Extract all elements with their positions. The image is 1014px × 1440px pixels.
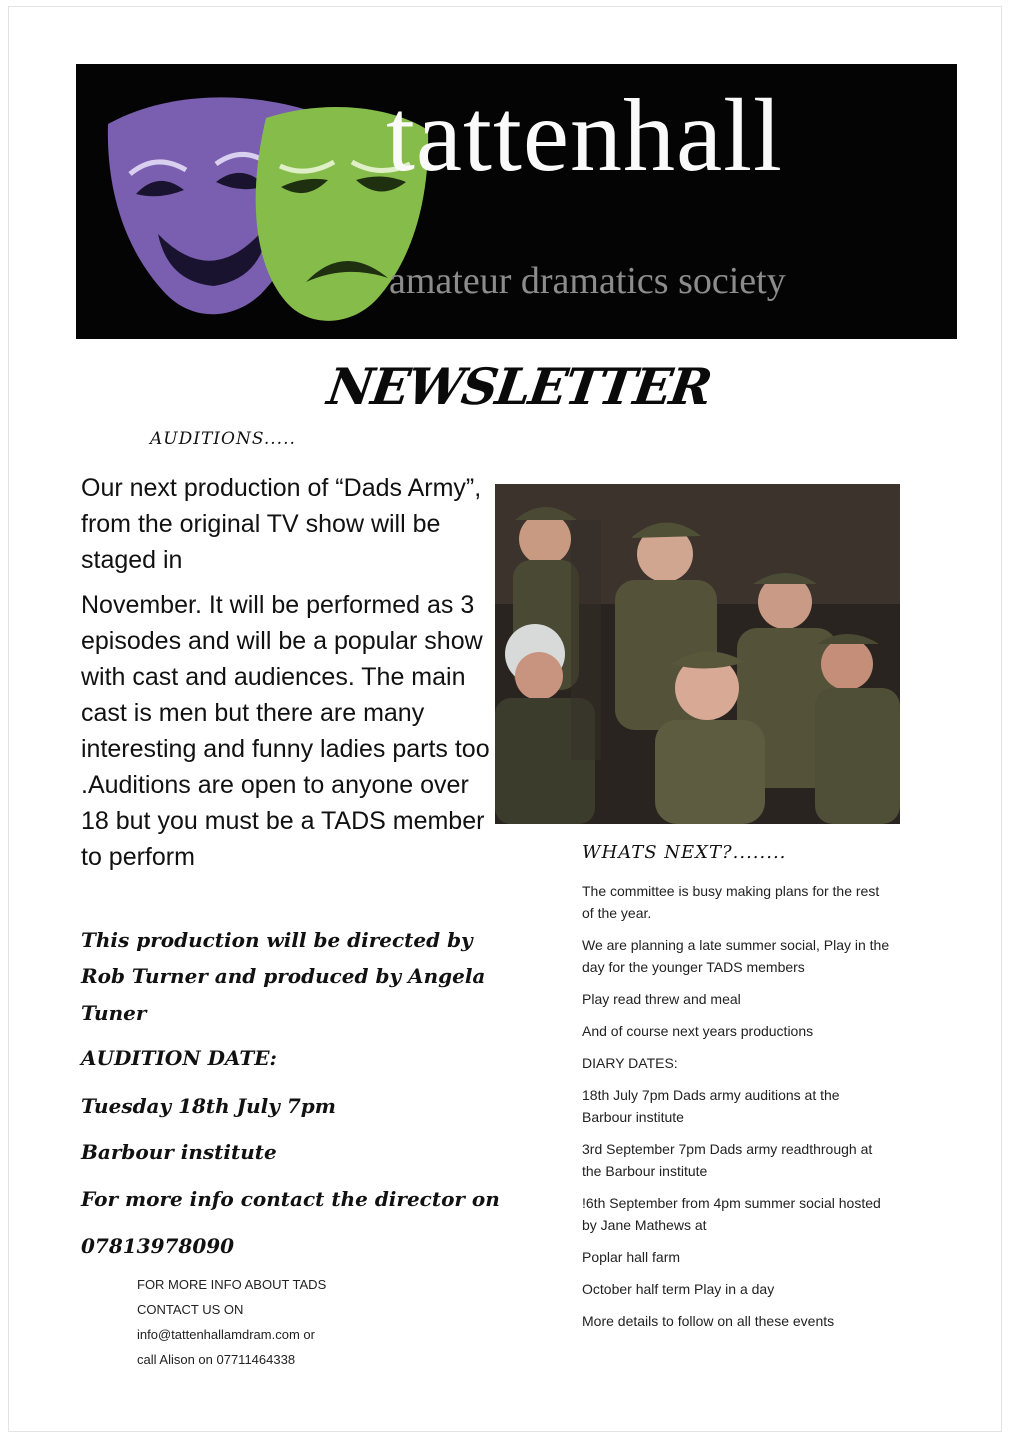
auditions-heading: AUDITIONS.....: [150, 429, 296, 449]
diary-dates-label: DIARY DATES:: [582, 1055, 678, 1071]
whats-next-heading: WHATS NEXT?........: [582, 842, 787, 863]
auditions-body: [81, 470, 496, 875]
production-paragraph-2: November. It will be performed as 3 episodes and will be a popular show with cast and audiences. The main cast is men but there are many interesting and funny ladies parts too .Auditions are open to anyone over 18 but you must be a TADS member to perform: [81, 591, 490, 871]
audition-venue: Barbour institute: [81, 1140, 277, 1164]
audition-date-label: AUDITION DATE:: [81, 1046, 277, 1070]
footer-line-2: CONTACT US ON: [137, 1302, 244, 1317]
director-note-line-1: This production will be directed by: [81, 928, 473, 952]
director-note-line-3: Tuner: [81, 1001, 147, 1025]
director-note-line-2: Rob Turner and produced by Angela: [81, 964, 486, 988]
footer-line-1: FOR MORE INFO ABOUT TADS: [137, 1277, 327, 1292]
footer-contact-info: [137, 1272, 326, 1372]
list-item: 3rd September 7pm Dads army readthrough at the Barbour institute: [582, 1141, 873, 1179]
brand-title: tattenhall: [386, 78, 783, 193]
list-item: 18th July 7pm Dads army auditions at the Barbour institute: [582, 1087, 840, 1125]
footer-email-line: info@tattenhallamdram.com or: [137, 1327, 315, 1342]
list-item: Poplar hall farm: [582, 1249, 681, 1265]
header-banner: [76, 64, 957, 339]
dads-army-cast-photo: [495, 484, 900, 824]
list-item: And of course next years productions: [582, 1023, 814, 1039]
audition-date: Tuesday 18th July 7pm: [81, 1094, 336, 1118]
footer-phone-line: call Alison on 07711464338: [137, 1352, 296, 1367]
production-paragraph-1: Our next production of “Dads Army”, from the original TV show will be staged in: [81, 474, 482, 574]
list-item: Play read threw and meal: [582, 991, 741, 1007]
theatre-masks-logo: [96, 82, 436, 332]
list-item: October half term Play in a day: [582, 1281, 775, 1297]
list-item: More details to follow on all these events: [582, 1313, 835, 1329]
list-item: !6th September from 4pm summer social hosted by Jane Mathews at: [582, 1195, 881, 1233]
brand-subtitle: amateur dramatics society: [389, 260, 786, 302]
contact-line: For more info contact the director on: [81, 1187, 500, 1211]
whats-next-list: [582, 880, 892, 1342]
newsletter-title: NEWSLETTER: [323, 357, 714, 416]
list-item: We are planning a late summer social, Play in the day for the younger TADS members: [582, 937, 890, 975]
list-item: The committee is busy making plans for the rest of the year.: [582, 883, 880, 921]
contact-phone: 07813978090: [81, 1234, 235, 1258]
